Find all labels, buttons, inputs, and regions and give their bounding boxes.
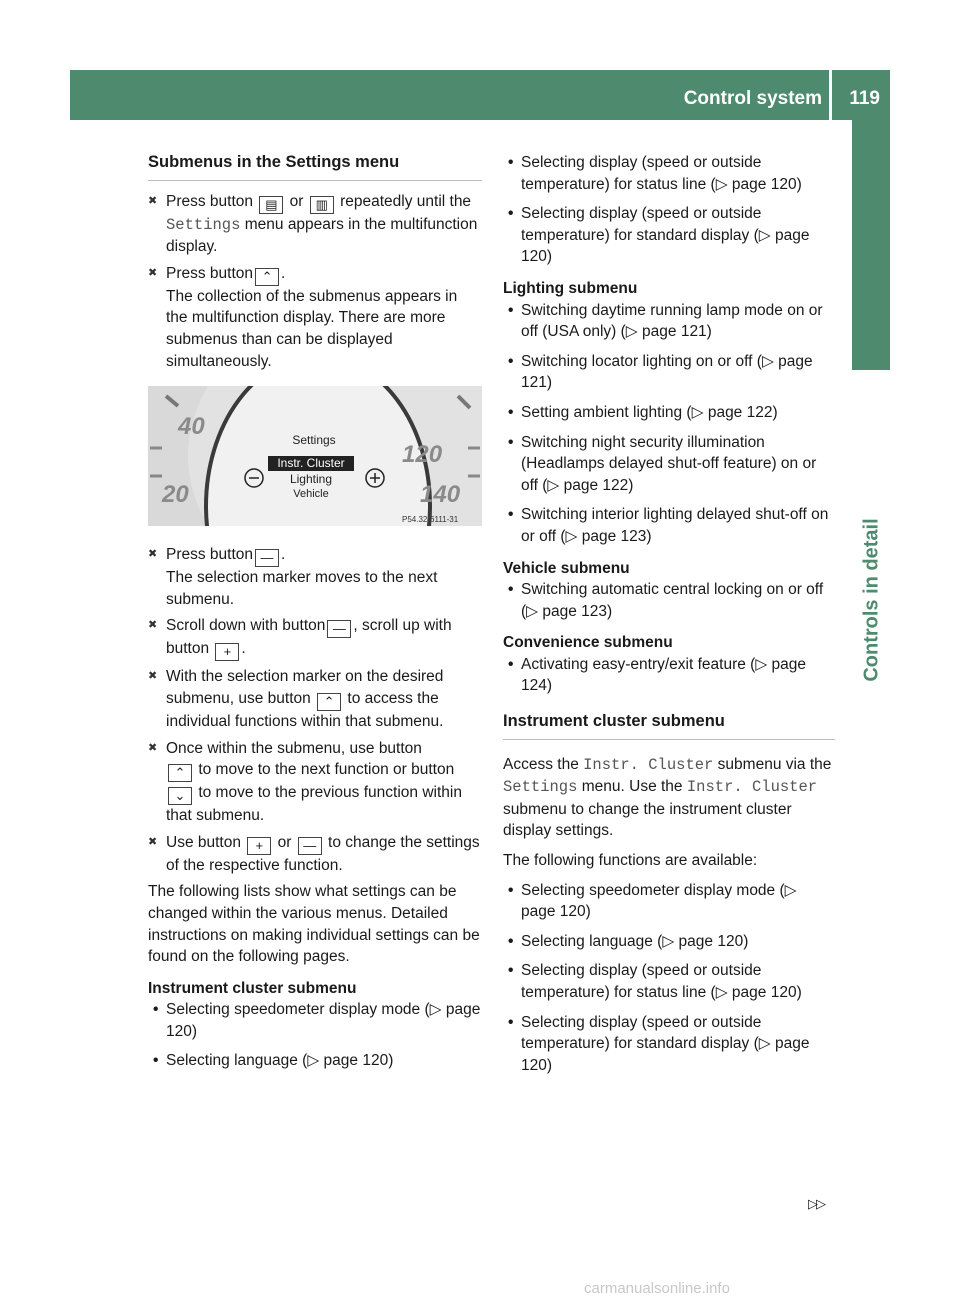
instruction-step: ✖ Press button ⌃ . The collection of the submenus appears in the multifunction display. There are more submenus than can be displayed simultaneously.	[148, 263, 482, 372]
paragraph: The following functions are available:	[503, 852, 758, 870]
section-heading: Submenus in the Settings menu	[148, 152, 482, 181]
side-tab-block	[852, 120, 890, 370]
side-tab-label: Controls in detail	[860, 518, 883, 682]
paragraph: Access the Instr. Cluster submenu via the Settings menu. Use the Instr. Cluster submenu to change the instrument cluster display settings.	[503, 755, 832, 840]
arrow-up-button-icon: ⌃	[168, 764, 192, 782]
list-item: • Selecting display (speed or outside temperature) for standard display (▷ page 120)	[503, 203, 835, 268]
instruction-step: ✖ Once within the submenu, use button ⌃ to move to the next function or button ⌄ to move to the previous function within that submenu.	[148, 738, 482, 827]
svg-text:P54.32-6111-31: P54.32-6111-31	[402, 515, 459, 525]
header-title: Control system	[683, 88, 822, 109]
plus-button-icon: +	[247, 837, 271, 855]
arrow-up-button-icon: ⌃	[255, 268, 279, 286]
list-item: • Selecting speedometer display mode (▷ page 120)	[503, 880, 835, 923]
svg-text:40: 40	[178, 413, 205, 441]
list-item: • Switching night security illumination (Headlamps delayed shut-off feature) on or off (▷ page 122)	[503, 432, 835, 497]
subheading: Convenience submenu	[503, 634, 673, 652]
list-item: • Switching locator lighting on or off (▷ page 121)	[503, 351, 835, 394]
instruction-step: ✖ With the selection marker on the desired submenu, use button ⌃ to access the individual functions within that submenu.	[148, 666, 482, 732]
watermark[interactable]: carmanualsonline.info	[584, 1280, 730, 1297]
svg-text:Lighting: Lighting	[289, 472, 333, 487]
list-item: • Switching daytime running lamp mode on or off (USA only) (▷ page 121)	[503, 300, 835, 343]
list-item: • Switching interior lighting delayed shut-off on or off (▷ page 123)	[503, 504, 835, 547]
left-column	[148, 152, 482, 1080]
plus-button-icon: +	[215, 643, 239, 661]
list-item: • Setting ambient lighting (▷ page 122)	[503, 402, 835, 424]
list-item: • Selecting display (speed or outside temperature) for status line (▷ page 120)	[503, 960, 835, 1003]
section-heading: Instrument cluster submenu	[503, 711, 835, 740]
right-column	[503, 152, 835, 1084]
svg-text:Instr. Cluster: Instr. Cluster	[277, 456, 345, 471]
minus-button-icon: —	[298, 837, 322, 855]
continue-arrow-icon: ▷▷	[808, 1196, 824, 1211]
minus-button-icon: —	[327, 620, 351, 638]
svg-text:140: 140	[420, 481, 461, 509]
svg-text:Vehicle: Vehicle	[293, 488, 329, 501]
side-tab	[855, 390, 889, 810]
instruction-step: ✖ Use button + or — to change the settings of the respective function.	[148, 832, 482, 877]
arrow-down-button-icon: ⌄	[168, 787, 192, 805]
subheading: Instrument cluster submenu	[148, 979, 357, 997]
subheading: Vehicle submenu	[503, 559, 630, 577]
header-separator	[829, 70, 832, 120]
instrument-cluster-figure	[148, 386, 482, 526]
instruction-step: ✖ Press button ▤ or ▥ repeatedly until the Settings menu appears in the multifunction display.	[148, 191, 482, 258]
paragraph: The following lists show what settings can be changed within the various menus. Detailed instructions on making individual settings can be found on the following pages.	[148, 883, 480, 966]
instruction-step: ✖ Press button — . The selection marker moves to the next submenu.	[148, 544, 482, 610]
svg-text:Settings: Settings	[292, 433, 336, 448]
list-item: • Activating easy-entry/exit feature (▷ page 124)	[503, 654, 835, 697]
subheading: Lighting submenu	[503, 279, 638, 297]
page-number: 119	[849, 88, 880, 109]
list-item: • Selecting speedometer display mode (▷ page 120)	[148, 999, 482, 1042]
list-item: • Selecting language (▷ page 120)	[503, 931, 835, 953]
list-item: • Selecting language (▷ page 120)	[148, 1050, 482, 1072]
list-item: • Switching automatic central locking on or off (▷ page 123)	[503, 579, 835, 622]
display-right-button-icon: ▥	[310, 196, 334, 214]
list-item: • Selecting display (speed or outside temperature) for status line (▷ page 120)	[503, 152, 835, 195]
display-left-button-icon: ▤	[259, 196, 283, 214]
instruction-step: ✖ Scroll down with button — , scroll up with button + .	[148, 615, 482, 661]
svg-text:20: 20	[162, 481, 189, 509]
svg-text:120: 120	[402, 441, 443, 469]
arrow-up-button-icon: ⌃	[317, 693, 341, 711]
page-header	[70, 70, 890, 120]
list-item: • Selecting display (speed or outside temperature) for standard display (▷ page 120)	[503, 1012, 835, 1077]
minus-button-icon: —	[255, 549, 279, 567]
